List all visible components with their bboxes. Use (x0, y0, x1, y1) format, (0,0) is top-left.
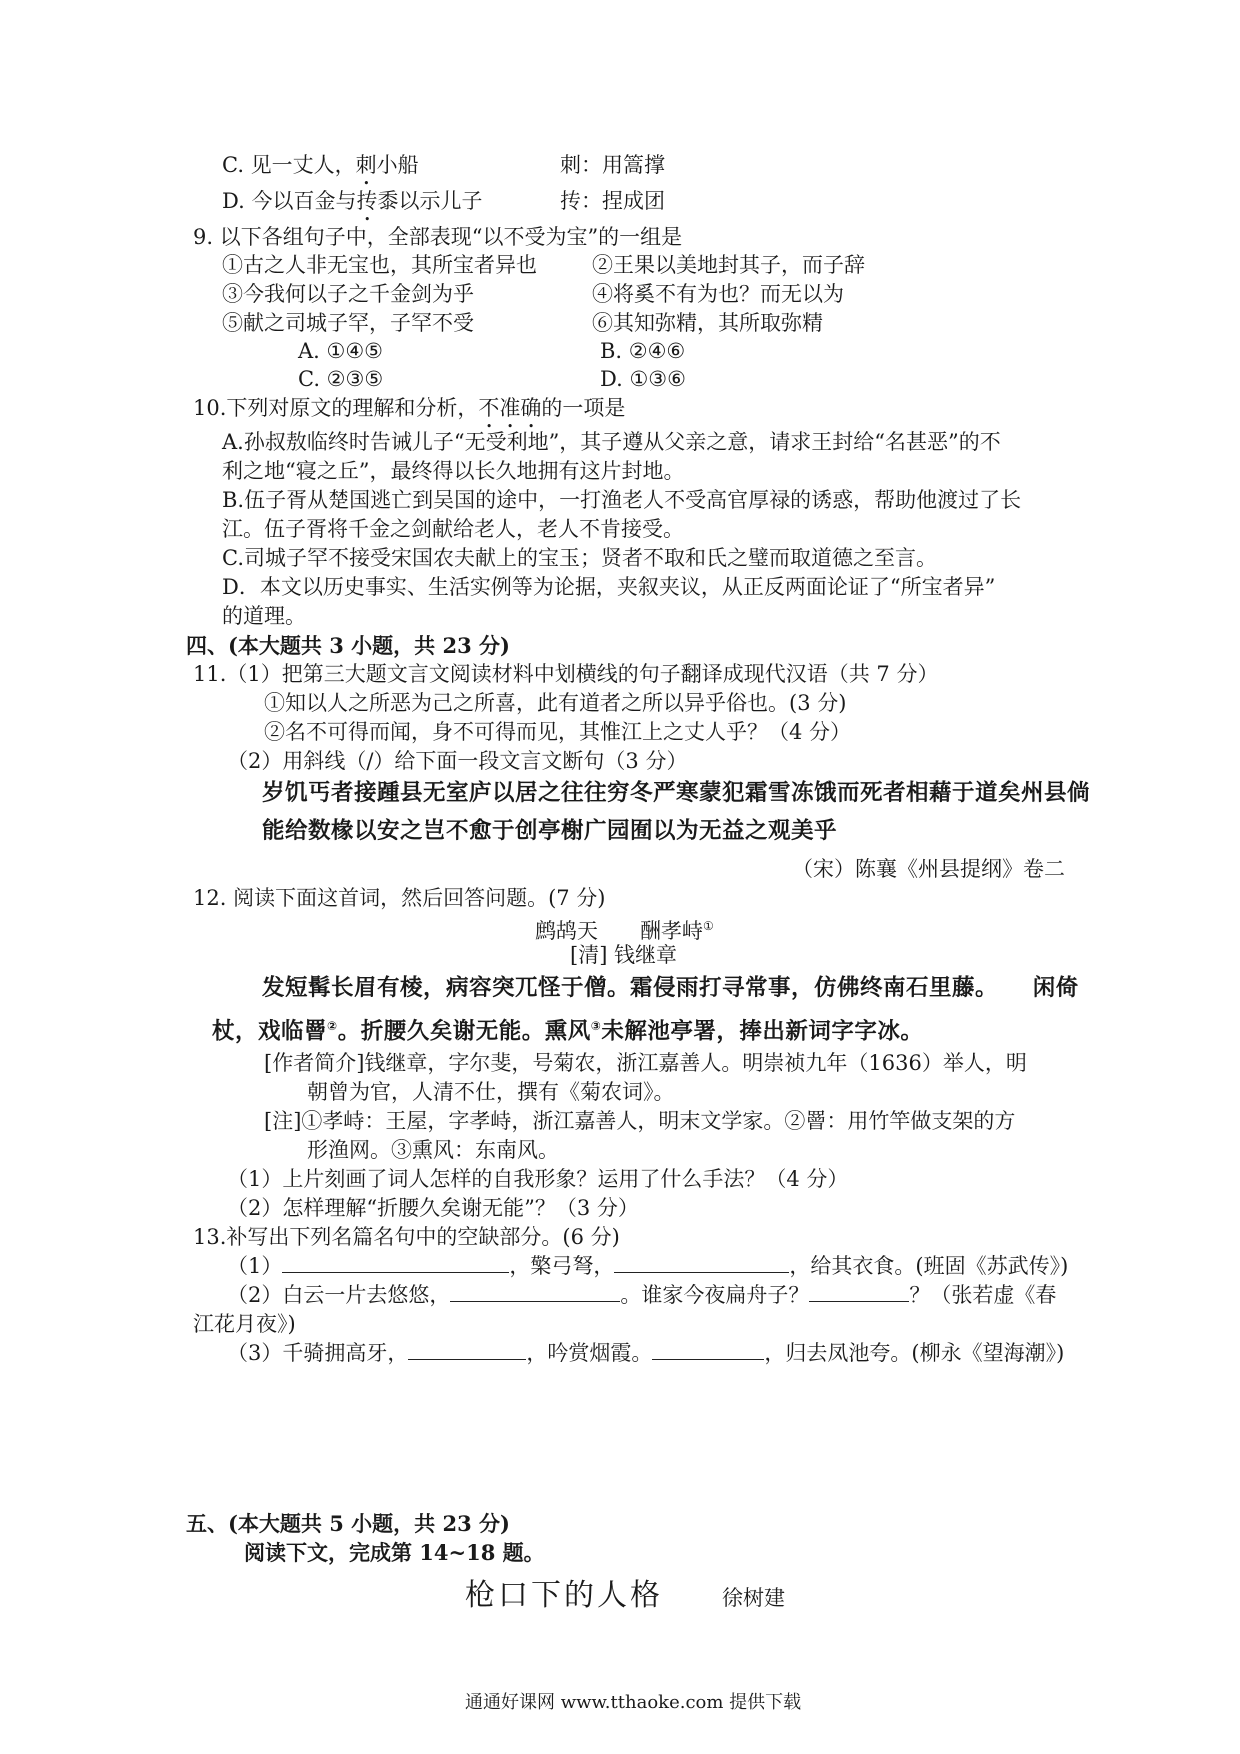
q13-blank-3a[interactable] (408, 1339, 526, 1360)
q8-c-marked-char: 刺 (355, 153, 377, 177)
q8-option-c (222, 151, 419, 190)
q9-option-a: A. ①④⑤ (298, 339, 383, 363)
q9-sentence-5: ⑤献之司城子罕，子罕不受 (222, 311, 474, 335)
q12-author-intro-line2: 朝曾为官，人清不仕，撰有《菊农词》。 (307, 1080, 675, 1104)
q11-stem: 11.（1）把第三大题文言文阅读材料中划横线的句子翻译成现代汉语（共 7 分） (193, 662, 939, 686)
q13-blank-2b[interactable] (809, 1281, 909, 1302)
q11-sentence-2: ②名不可得而闻，身不可得而见，其惟江上之丈人乎？（4 分） (264, 720, 852, 744)
q11-sentence-1: ①知以人之所恶为己之所喜，此有道者之所以异乎俗也。(3 分) (264, 691, 847, 715)
q8-c-text: C. 见一丈人， (222, 153, 356, 177)
q12-question-1: （1）上片刻画了词人怎样的自我形象？运用了什么手法？（4 分） (227, 1167, 849, 1191)
q13-item3-mid: ，吟赏烟霞。 (526, 1341, 653, 1365)
q12-stem: 12. 阅读下面这首词，然后回答问题。(7 分) (193, 886, 606, 910)
q9-sentence-6: ⑥其知弥精，其所取弥精 (592, 311, 823, 335)
q13-item-1 (227, 1252, 1068, 1280)
q13-item1-mid: ，檠弓弩， (509, 1254, 615, 1278)
q11-passage-line1: 岁饥丐者接踵县无室庐以居之往往穷冬严寒蒙犯霜雪冻饿而死者相藉于道矣州县倘 (262, 780, 1091, 806)
q9-option-d: D. ①③⑥ (600, 367, 686, 391)
q13-item-3 (227, 1339, 1064, 1367)
q9-sentence-3: ③今我何以子之千金剑为乎 (222, 282, 474, 306)
q11-passage-line2: 能给数椽以安之岂不愈于创亭榭广园囿以为无益之观美乎 (262, 818, 838, 844)
verse2-text-1: 杖，戏临罾 (212, 1018, 328, 1045)
q12-author-intro-line1: [作者简介]钱继章，字尔斐，号菊农，浙江嘉善人。明崇祯九年（1636）举人，明 (264, 1051, 1027, 1075)
poem-title-note-mark: ① (703, 919, 714, 933)
poem-title-text: 鹧鸪天 酬孝峙 (535, 919, 703, 943)
q10-a-line1: A.孙叔敖临终时告诫儿子“无受利地”，其子遵从父亲之意，请求王封给“名甚恶”的不 (222, 430, 1001, 454)
section-5-instructions: 阅读下文，完成第 14~18 题。 (244, 1540, 545, 1565)
q11-part-2: （2）用斜线（/）给下面一段文言文断句（3 分） (227, 749, 688, 773)
page-footer: 通通好课网 www.tthaoke.com 提供下载 (465, 1692, 802, 1713)
q8-gloss-c: 刺：用篙撑 (560, 153, 665, 177)
q9-sentence-1: ①古之人非无宝也，其所宝者异也 (222, 253, 537, 277)
q13-blank-3b[interactable] (652, 1339, 764, 1360)
q11-source: （宋）陈襄《州县提纲》卷二 (792, 857, 1065, 881)
q8-d-text: D. 今以百金与 (222, 189, 357, 213)
q10-b-line2: 江。伍子胥将千金之剑献给老人，老人不肯接受。 (222, 517, 684, 541)
q10-d-line1: D．本文以历史事实、生活实例等为论据，夹叙夹议，从正反两面论证了“所宝者异” (222, 575, 996, 599)
q8-d-marked-char: 抟 (356, 189, 378, 213)
q10-stem-end: 的一项是 (541, 396, 626, 420)
q8-option-d (222, 187, 482, 226)
q13-stem: 13.补写出下列名篇名句中的空缺部分。(6 分) (193, 1225, 620, 1249)
q13-blank-1b[interactable] (614, 1252, 789, 1273)
section-4-heading: 四、(本大题共 3 小题，共 23 分) (186, 633, 510, 658)
q13-item1-label: （1） (227, 1254, 283, 1278)
verse2-note-2: ② (327, 1019, 338, 1033)
q9-sentence-4: ④将奚不有为也？而无以为 (592, 282, 844, 306)
q13-blank-1a[interactable] (282, 1252, 509, 1273)
q13-item1-end: ，给其衣食。(班固《苏武传》) (789, 1254, 1069, 1278)
q10-stem-marked: 不准确 (478, 396, 542, 420)
q10-d-line2: 的道理。 (222, 604, 306, 628)
q10-stem-text: 10.下列对原文的理解和分析， (193, 396, 479, 420)
verse2-note-3: ③ (590, 1019, 602, 1033)
q10-b-line1: B.伍子胥从楚国逃亡到吴国的途中，一打渔老人不受高官厚禄的诱惑，帮助他渡过了长 (222, 488, 1022, 512)
q8-c-text-end: 小船 (376, 153, 419, 177)
q13-item3-label: （3）千骑拥高牙， (227, 1341, 409, 1365)
q12-note-line1: [注]①孝峙：王屋，字孝峙，浙江嘉善人，明末文学家。②罾：用竹竿做支架的方 (264, 1109, 1016, 1133)
verse2-text-3: 未解池亭署，捧出新词字字冰。 (601, 1018, 924, 1045)
q10-a-line2: 利之地“寝之丘”，最终得以长久地拥有这片封地。 (222, 459, 685, 483)
q12-question-2: （2）怎样理解“折腰久矣谢无能”？（3 分） (227, 1196, 639, 1220)
q9-stem: 9. 以下各组句子中，全部表现“以不受为宝”的一组是 (193, 225, 683, 249)
q13-item2-end: ？（张若虚《春 (909, 1283, 1057, 1307)
q12-note-line2: 形渔网。③熏风：东南风。 (307, 1138, 559, 1162)
q13-item2-mid: 。谁家今夜扁舟子？ (620, 1283, 810, 1307)
q9-sentence-2: ②王果以美地封其子，而子辞 (592, 253, 865, 277)
q13-blank-2a[interactable] (450, 1281, 620, 1302)
article-title: 枪口下的人格 (465, 1578, 663, 1613)
q13-item-2 (227, 1281, 1056, 1309)
q12-verse-line1: 发短髯长眉有棱，病容突兀怪于僧。霜侵雨打寻常事，仿佛终南石里藤。 闲倚 (262, 975, 1079, 1001)
article-author: 徐树建 (722, 1586, 785, 1610)
q13-item2-label: （2）白云一片去悠悠， (227, 1283, 451, 1307)
q13-item-2-cont: 江花月夜》) (193, 1312, 296, 1336)
q8-gloss-d: 抟：捏成团 (560, 189, 665, 213)
q12-verse-line2 (212, 1012, 923, 1046)
section-5-heading: 五、(本大题共 5 小题，共 23 分) (186, 1511, 510, 1536)
q8-d-text-end: 黍以示儿子 (377, 189, 483, 213)
q9-option-c: C. ②③⑤ (298, 367, 384, 391)
q12-author: [清] 钱继章 (570, 943, 678, 967)
verse2-text-2: 。折腰久矣谢无能。熏风 (337, 1018, 591, 1045)
q10-c-line1: C.司城子罕不接受宋国农夫献上的宝玉；贤者不取和氏之璧而取道德之至言。 (222, 546, 937, 570)
q13-item3-end: ，归去凤池夸。(柳永《望海潮》) (764, 1341, 1065, 1365)
q9-option-b: B. ②④⑥ (600, 339, 686, 363)
